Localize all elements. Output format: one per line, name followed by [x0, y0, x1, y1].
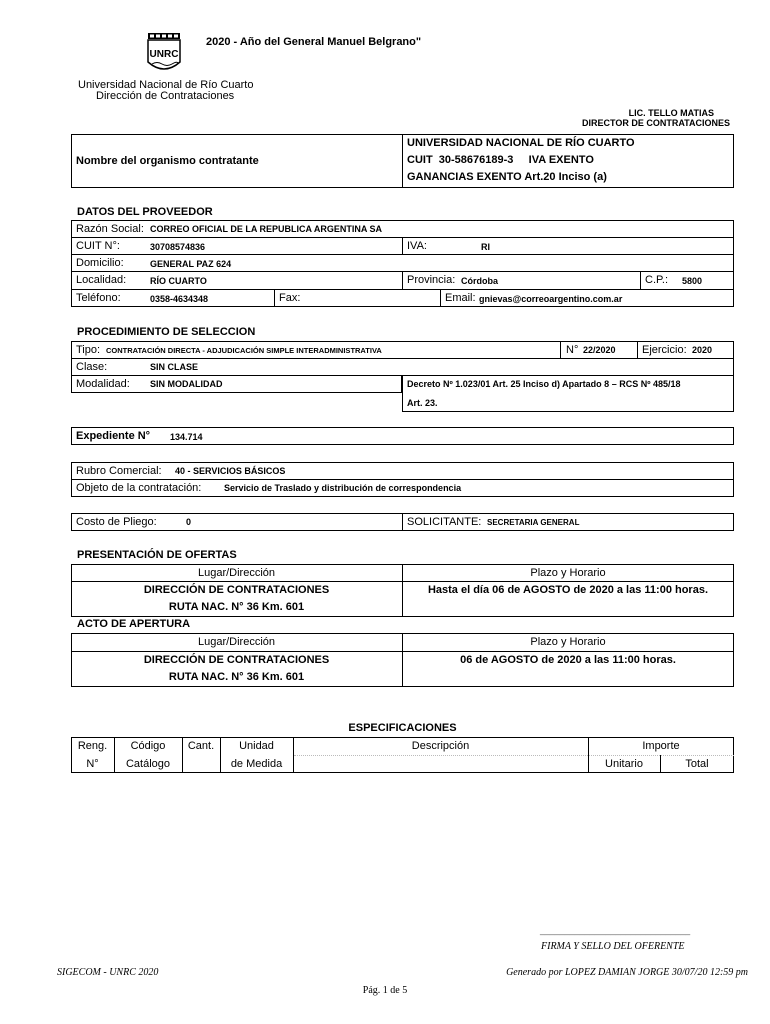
razon-value: CORREO OFICIAL DE LA REPUBLICA ARGENTINA SA [150, 224, 383, 234]
apertura-plazo-header: Plazo y Horario [530, 636, 606, 648]
cuit-label: CUIT N°: [76, 240, 120, 252]
apertura-lugar-header: Lugar/Dirección [197, 636, 276, 648]
signature-line: ______________________________ [540, 925, 691, 935]
apertura-lugar-line2: RUTA NAC. N° 36 Km. 601 [168, 671, 305, 683]
unrc-logo [147, 32, 181, 76]
decreto-line2: Art. 23. [407, 398, 438, 408]
col-unidad-2: de Medida [230, 758, 283, 770]
presentacion-plazo-header: Plazo y Horario [530, 567, 606, 579]
svg-text:UNRC: UNRC [149, 49, 179, 60]
localidad-value: RÍO CUARTO [150, 276, 207, 286]
signature-label: FIRMA Y SELLO DEL OFERENTE [541, 941, 685, 952]
presentacion-plazo-value: Hasta el día 06 de AGOSTO de 2020 a las 11:00 horas. [427, 584, 709, 596]
col-codigo-1: Código [130, 740, 166, 752]
col-unitario: Unitario [605, 758, 643, 770]
telefono-label: Teléfono: [76, 292, 121, 304]
presentacion-lugar-line1: DIRECCIÓN DE CONTRATACIONES [143, 584, 330, 596]
page-number: Pág. 1 de 5 [362, 985, 408, 996]
apertura-lugar-line1: DIRECCIÓN DE CONTRATACIONES [143, 654, 330, 666]
decreto-line1: Decreto Nº 1.023/01 Art. 25 Inciso d) Apartado 8 – RCS Nº 485/18 [407, 379, 681, 389]
email-value: gnievas@correoargentino.com.ar [479, 294, 623, 304]
rubro-label: Rubro Comercial: [76, 465, 162, 477]
solicitante-value: SECRETARIA GENERAL [487, 518, 580, 527]
fax-label: Fax: [279, 292, 301, 304]
rubro-value: 40 - SERVICIOS BÁSICOS [175, 466, 286, 476]
cp-value: 5800 [682, 276, 703, 286]
department-name: Dirección de Contrataciones [96, 90, 235, 102]
col-importe: Importe [642, 740, 680, 752]
procedimiento-title: PROCEDIMIENTO DE SELECCION [77, 326, 256, 338]
especificaciones-title: ESPECIFICACIONES [348, 722, 457, 734]
proveedor-title: DATOS DEL PROVEEDOR [77, 206, 213, 218]
razon-label: Razón Social: [76, 223, 144, 235]
iva-label: IVA: [407, 240, 427, 252]
apertura-title: ACTO DE APERTURA [77, 618, 191, 630]
provincia-label: Provincia: [407, 274, 456, 286]
localidad-label: Localidad: [76, 274, 127, 286]
objeto-value: Servicio de Traslado y distribución de correspondencia [224, 483, 462, 493]
cuit-value: 30708574836 [150, 242, 206, 252]
expediente-value: 134.714 [170, 432, 203, 442]
iva-value: RI [481, 242, 490, 252]
organismo-cuit: CUIT 30-58676189-3 IVA EXENTO [407, 154, 594, 166]
modalidad-label: Modalidad: [76, 378, 130, 390]
presentacion-lugar-header: Lugar/Dirección [197, 567, 276, 579]
solicitante-label: SOLICITANTE: [407, 516, 482, 528]
organismo-label: Nombre del organismo contratante [76, 155, 259, 167]
clase-label: Clase: [76, 361, 108, 373]
organismo-ganancias: GANANCIAS EXENTO Art.20 Inciso (a) [407, 171, 607, 183]
presentacion-title: PRESENTACIÓN DE OFERTAS [77, 549, 237, 561]
col-cant: Cant. [187, 740, 215, 752]
email-label: Email: [445, 292, 476, 304]
col-unidad-1: Unidad [239, 740, 274, 752]
clase-value: SIN CLASE [150, 362, 199, 372]
numero-value: 22/2020 [583, 345, 616, 355]
motto: 2020 - Año del General Manuel Belgrano" [206, 36, 422, 48]
costo-label: Costo de Pliego: [76, 516, 157, 528]
organismo-name: UNIVERSIDAD NACIONAL DE RÍO CUARTO [407, 137, 635, 149]
col-reng-2: N° [86, 758, 99, 770]
col-reng-1: Reng. [77, 740, 108, 752]
col-total: Total [685, 758, 709, 770]
telefono-value: 0358-4634348 [150, 294, 209, 304]
ejercicio-label: Ejercicio: [642, 344, 687, 356]
director-title: DIRECTOR DE CONTRATACIONES [581, 118, 730, 128]
objeto-label: Objeto de la contratación: [76, 482, 202, 494]
director-name: LIC. TELLO MATIAS [628, 108, 714, 118]
costo-value: 0 [186, 517, 192, 527]
modalidad-value: SIN MODALIDAD [150, 379, 223, 389]
cp-label: C.P.: [645, 274, 669, 286]
provincia-value: Córdoba [461, 276, 498, 286]
domicilio-value: GENERAL PAZ 624 [150, 259, 232, 269]
expediente-label: Expediente N° [76, 430, 151, 442]
tipo-label: Tipo: [76, 344, 101, 356]
presentacion-lugar-line2: RUTA NAC. N° 36 Km. 601 [168, 601, 305, 613]
domicilio-label: Domicilio: [76, 257, 124, 269]
apertura-plazo-value: 06 de AGOSTO de 2020 a las 11:00 horas. [460, 654, 676, 666]
generated-by: Generado por LOPEZ DAMIAN JORGE 30/07/20 12:59 pm [506, 967, 748, 978]
col-descripcion: Descripción [411, 740, 470, 752]
tipo-value: CONTRATACIÓN DIRECTA - ADJUDICACIÓN SIMPLE INTERADMINISTRATIVA [106, 346, 382, 355]
system-name: SIGECOM - UNRC 2020 [57, 967, 159, 978]
col-codigo-2: Catálogo [125, 758, 171, 770]
university-name: Universidad Nacional de Río Cuarto [78, 79, 254, 91]
ejercicio-value: 2020 [692, 345, 713, 355]
numero-label: N° [566, 344, 579, 356]
